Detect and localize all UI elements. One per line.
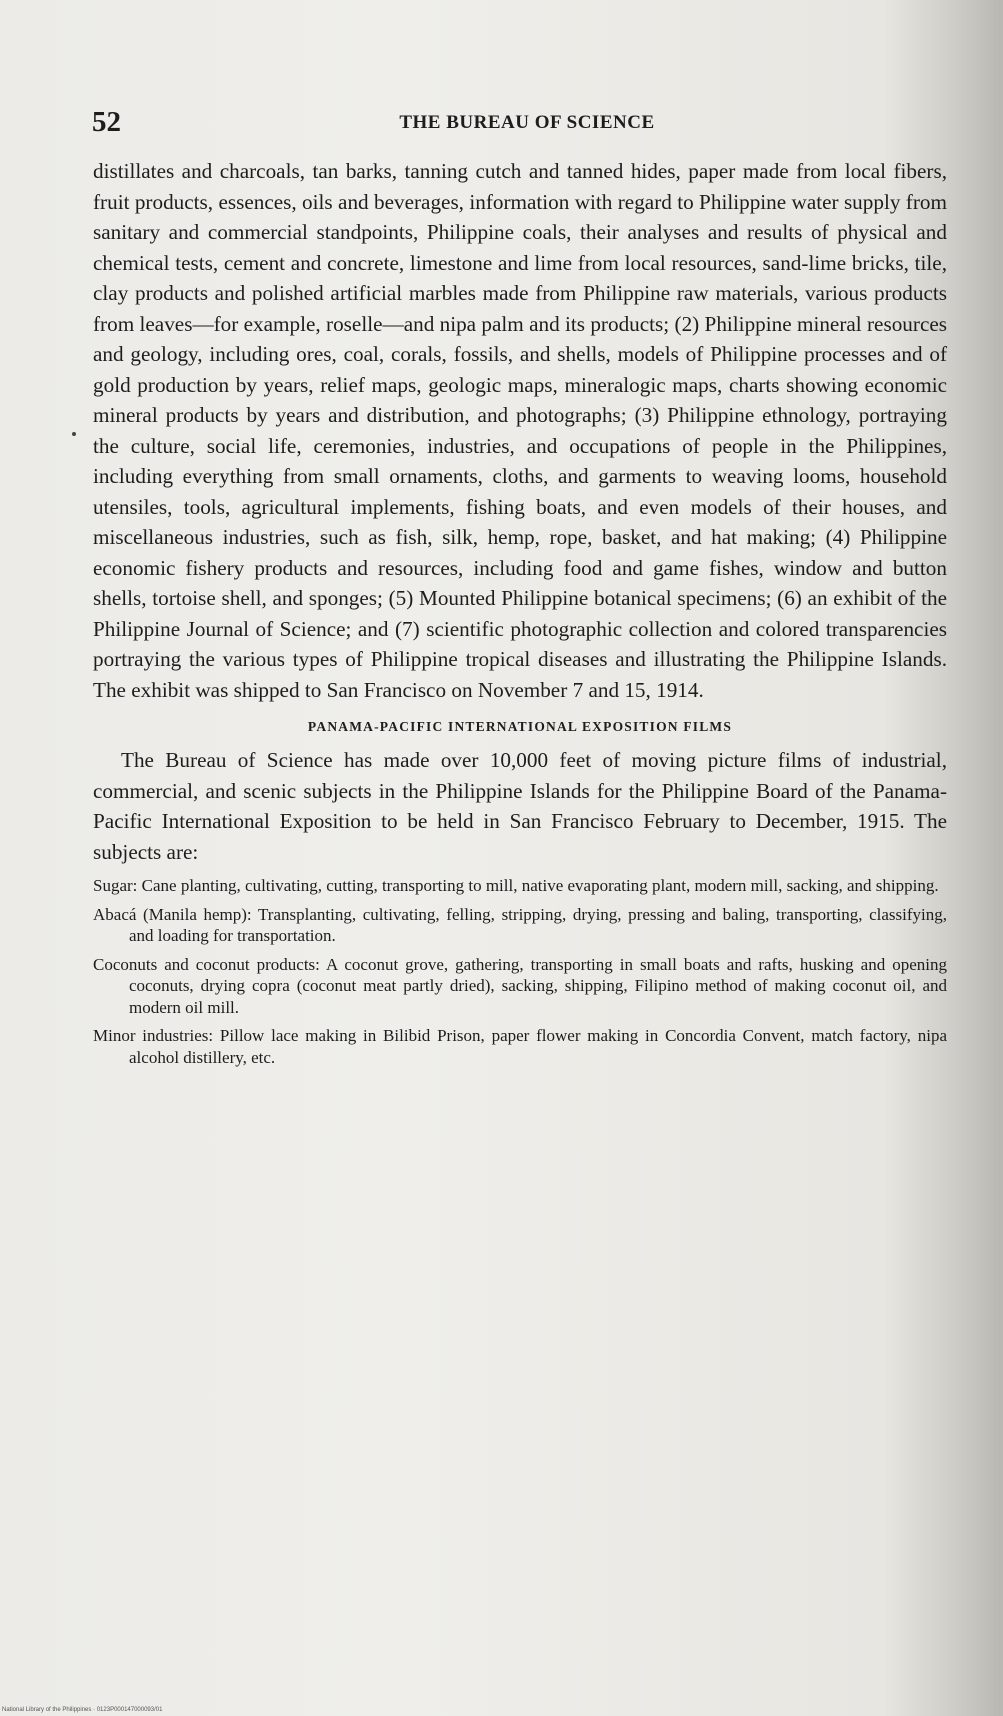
list-item-term: Abacá (Manila hemp): xyxy=(93,904,252,924)
page-body xyxy=(93,156,947,1075)
list-item-term: Coconuts and coconut products: xyxy=(93,954,320,974)
films-intro-paragraph: The Bureau of Science has made over 10,000 feet of moving picture films of industrial, commercial, and scenic subjects in the Philippine Islands for the Philippine Board of the Panama-Pacific International Exposition to be held in San Francisco February to December, 1915. The subjects are: xyxy=(93,748,947,864)
continued-paragraph: distillates and charcoals, tan barks, tanning cutch and tanned hides, paper made from local fibers, fruit products, essences, oils and beverages, information with regard to Philippine water supply from sanitary and commercial standpoints, Philippine coals, their analyses and results of physical and chemical tests, cement and concrete, limestone and lime from local resources, sand-lime bricks, tile, clay products and polished artificial marbles made from Philippine raw materials, various products from leaves—for example, roselle—and nipa palm and its products; (2) Philippine mineral resources and geology, including ores, coal, corals, fossils, and shells, models of Philippine processes and of gold production by years, relief maps, geologic maps, mineralogic maps, charts showing economic mineral products by years and distribution, and photographs; (3) Philippine ethnology, portraying the culture, social life, ceremonies, industries, and occupations of people in the Philippines, including everything from small ornaments, cloths, and garments to weaving looms, household utensiles, tools, agricultural implements, fishing boats, and even models of their houses, and miscellaneous industries, such as fish, silk, hemp, rope, basket, and hat making; (4) Philippine economic fishery products and resources, including food and game fishes, window and button shells, tortoise shell, and sponges; (5) Mounted Philippine botanical specimens; (6) an exhibit of the Philippine Journal of Science; and (7) scientific photographic collection and colored transparencies portraying the various types of Philippine tropical diseases and illustrating the Philippine Islands. The exhibit was shipped to San Francisco on November 7 and 15, 1914. xyxy=(93,159,947,702)
print-speck xyxy=(72,432,76,436)
list-item-term: Sugar: xyxy=(93,876,138,895)
list-item-text: Pillow lace making in Bilibid Prison, paper flower making in Concordia Convent, match factory, nipa alcohol distillery, etc. xyxy=(129,1026,947,1067)
film-subjects-list xyxy=(93,875,947,1068)
scan-credit: National Library of the Philippines · 0123P000147000093/01 xyxy=(2,1707,163,1713)
list-item xyxy=(93,1025,947,1068)
list-item-text: Transplanting, cultivating, felling, stripping, drying, pressing and baling, transporting, classifying, and loading for transportation. xyxy=(129,904,947,945)
page-number: 52 xyxy=(92,106,121,138)
running-title: THE BUREAU OF SCIENCE xyxy=(399,112,655,133)
list-item-term: Minor industries: xyxy=(93,1026,214,1045)
list-item-text: A coconut grove, gathering, transporting in small boats and rafts, husking and opening coconuts, drying copra (coconut meat partly dried), sacking, shipping, Filipino method of making coconut oil, and modern oil mill. xyxy=(129,954,948,1017)
section-heading: PANAMA-PACIFIC INTERNATIONAL EXPOSITION FILMS xyxy=(307,719,733,734)
list-item xyxy=(93,904,947,947)
list-item xyxy=(93,954,947,1019)
list-item xyxy=(93,875,947,897)
page-header xyxy=(92,106,962,146)
list-item-text: Cane planting, cultivating, cutting, transporting to mill, native evaporating plant, modern mill, sacking, and shipping. xyxy=(141,876,939,895)
